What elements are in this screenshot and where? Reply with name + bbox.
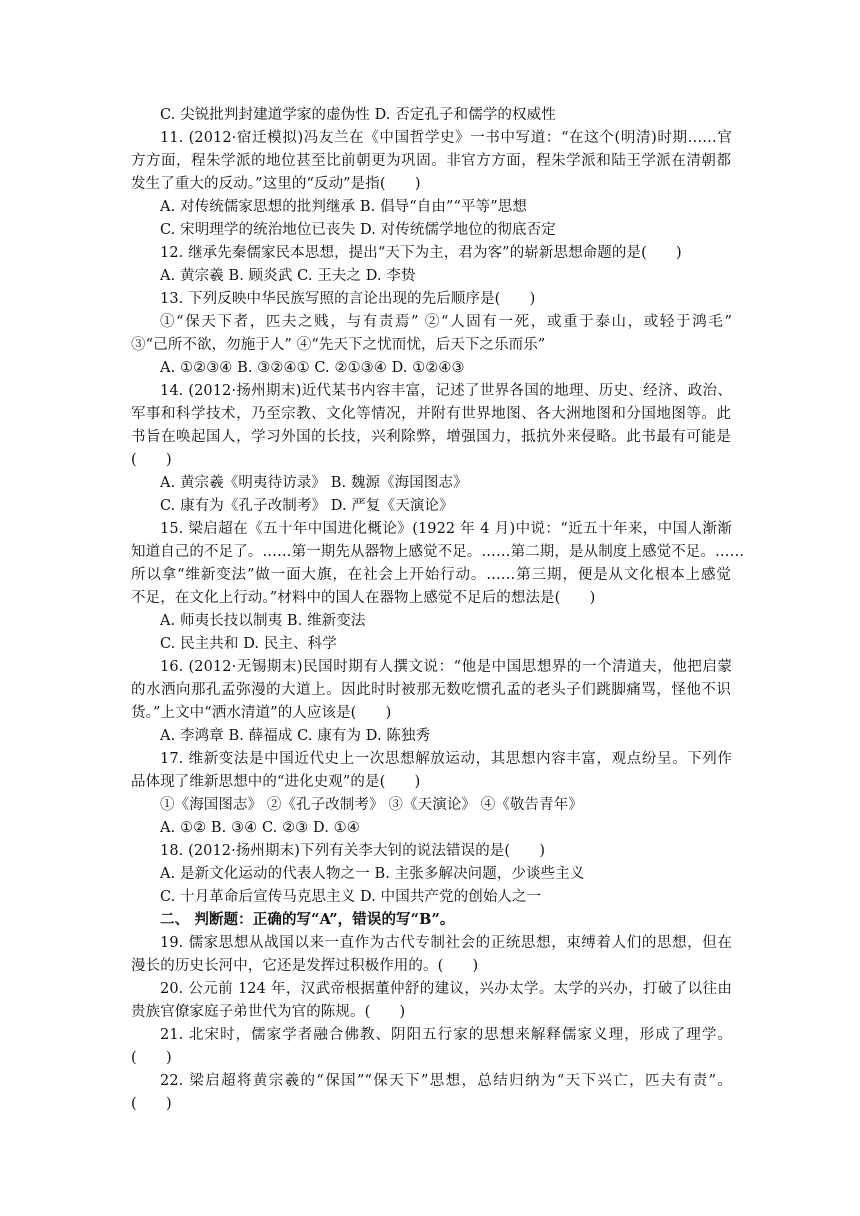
q15-stem-line4: 不足，在文化上行动。”材料中的国人在器物上感觉不足后的想法是( ) [131, 590, 596, 606]
q15-stem-line1: 15. 梁启超在《五十年中国进化概论》(1922 年 4 月)中说：“近五十年来，中国人渐渐 [160, 521, 732, 537]
q15-stem-line3: 所以拿“维新变法”做一面大旗，在社会上开始行动。……第三期，便是从文化根本上感觉 [131, 567, 731, 583]
q18-options-ab: A. 是新文化运动的代表人物之一 B. 主张多解决问题，少谈些主义 [160, 866, 585, 882]
q10-options-cd: C. 尖锐批判封建道学家的虚伪性 D. 否定孔子和儒学的权威性 [160, 107, 556, 123]
q18-options-cd: C. 十月革命后宣传马克思主义 D. 中国共产党的创始人之一 [160, 889, 542, 905]
q14-stem-line1: 14. (2012·扬州期末)近代某书内容丰富，记述了世界各国的地理、历史、经济、政治、 [160, 383, 732, 399]
q12-options: A. 黄宗羲 B. 顾炎武 C. 王夫之 D. 李贽 [160, 268, 416, 284]
q17-stem-line2: 品体现了维新思想中的“进化史观”的是( ) [131, 774, 421, 790]
q11-stem-line2: 方方面，程朱学派的地位甚至比前朝更为巩固。非官方方面，程朱学派和陆王学派在清朝都 [131, 153, 731, 169]
q17-options: A. ①② B. ③④ C. ②③ D. ①④ [160, 820, 360, 836]
q13-options: A. ①②③④ B. ③②④① C. ②①③④ D. ①②④③ [160, 360, 465, 376]
q22-stem-line1: 22. 梁启超将黄宗羲的“保国”“保天下”思想，总结归纳为“天下兴亡，匹夫有责”。 [160, 1073, 732, 1089]
q15-stem-line2: 知道自己的不足了。……第一期先从器物上感觉不足。……第二期，是从制度上感觉不足。…… [131, 544, 745, 560]
q11-options-cd: C. 宋明理学的统治地位已丧失 D. 对传统儒学地位的彻底否定 [160, 222, 556, 238]
q20-stem-line2: 贵族官僚家庭子弟世代为官的陈规。( ) [131, 1004, 406, 1020]
q17-stem-line1: 17. 维新变法是中国近代史上一次思想解放运动，其思想内容丰富，观点纷呈。下列作 [160, 751, 732, 767]
q16-stem-line3: 货。”上文中“洒水清道”的人应该是( ) [131, 705, 392, 721]
q13-stem: 13. 下列反映中华民族写照的言论出现的先后顺序是( ) [160, 291, 536, 307]
q16-stem-line2: 的水洒向那孔孟弥漫的大道上。因此时时被那无数吃惯孔孟的老头子们跳脚痛骂，怪他不识 [131, 682, 731, 698]
q16-stem-line1: 16. (2012·无锡期末)民国时期有人撰文说：“他是中国思想界的一个清道夫，他把启蒙 [160, 659, 732, 675]
q21-answer-blank: ( ) [131, 1050, 172, 1066]
q14-options-ab: A. 黄宗羲《明夷待访录》 B. 魏源《海国图志》 [160, 475, 468, 491]
q19-stem-line1: 19. 儒家思想从战国以来一直作为古代专制社会的正统思想，束缚着人们的思想，但在 [160, 935, 732, 951]
q11-options-ab: A. 对传统儒家思想的批判继承 B. 倡导“自由”“平等”思想 [160, 199, 527, 215]
q22-answer-blank: ( ) [131, 1096, 172, 1112]
q14-answer-blank: ( ) [131, 452, 172, 468]
q12-stem: 12. 继承先秦儒家民本思想，提出“天下为主，君为客”的崭新思想命题的是( ) [160, 245, 682, 261]
q17-items: ①《海国图志》 ②《孔子改制考》 ③《天演论》 ④《敬告青年》 [160, 797, 583, 813]
section-heading-true-false: 二、 判断题：正确的写“A”，错误的写“B”。 [160, 911, 455, 928]
q11-stem-line3: 发生了重大的反动。”这里的“反动”是指( ) [131, 176, 421, 192]
q16-options: A. 李鸿章 B. 薛福成 C. 康有为 D. 陈独秀 [160, 728, 431, 744]
q13-items-line1: ①“保天下者，匹夫之贱，与有责焉” ②“人固有一死，或重于泰山，或轻于鸿毛” [160, 314, 732, 330]
q14-stem-line2: 军事和科学技术，乃至宗教、文化等情况，并附有世界地图、各大洲地图和分国地图等。此 [131, 406, 731, 422]
q21-stem-line1: 21. 北宋时，儒家学者融合佛教、阴阳五行家的思想来解释儒家义理，形成了理学。 [160, 1027, 732, 1043]
q15-options-ab: A. 师夷长技以制夷 B. 维新变法 [160, 613, 366, 629]
q13-items-line2: ③“己所不欲，勿施于人” ④“先天下之忧而忧，后天下之乐而乐” [131, 337, 546, 353]
q19-stem-line2: 漫长的历史长河中，它还是发挥过积极作用的。( ) [131, 958, 479, 974]
q15-options-cd: C. 民主共和 D. 民主、科学 [160, 636, 337, 652]
q18-stem: 18. (2012·扬州期末)下列有关李大钊的说法错误的是( ) [160, 843, 546, 859]
q14-stem-line3: 书旨在唤起国人，学习外国的长技，兴利除弊，增强国力，抵抗外来侵略。此书最有可能是 [131, 429, 731, 445]
q14-options-cd: C. 康有为《孔子改制考》 D. 严复《天演论》 [160, 498, 454, 514]
q20-stem-line1: 20. 公元前 124 年，汉武帝根据董仲舒的建议，兴办太学。太学的兴办，打破了以往由 [160, 981, 732, 997]
q11-stem-line1: 11. (2012·宿迁模拟)冯友兰在《中国哲学史》一书中写道：“在这个(明清)时期……官 [160, 130, 732, 146]
